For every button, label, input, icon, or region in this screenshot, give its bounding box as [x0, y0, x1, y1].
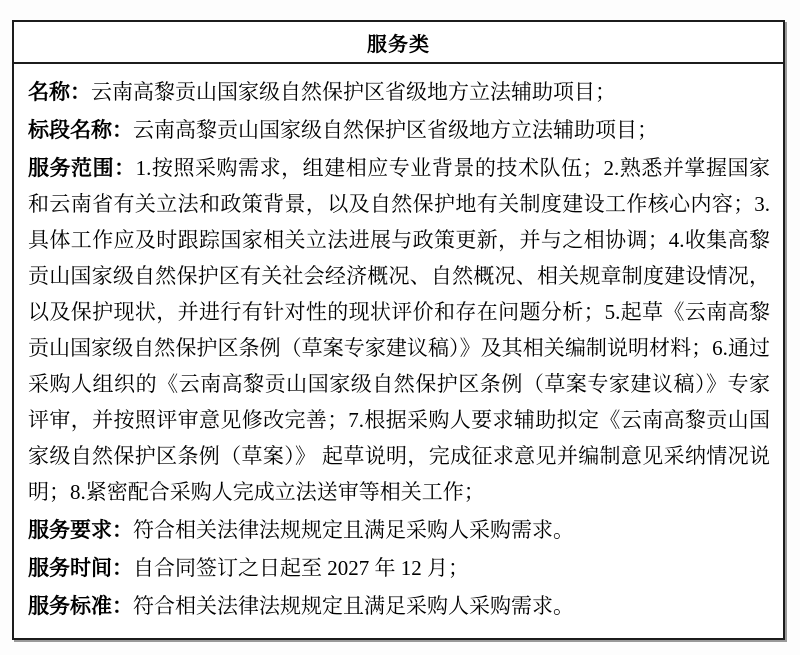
service-info-table: [12, 20, 785, 640]
row-service-requirements-text: 符合相关法律法规规定且满足采购人采购需求。: [133, 518, 574, 542]
row-service-requirements-label: 服务要求：: [28, 518, 133, 542]
row-name-label: 名称：: [28, 80, 91, 104]
table-header-service-category: 服务类: [14, 22, 783, 64]
row-section-name: [28, 112, 770, 148]
row-name-text: 云南高黎贡山国家级自然保护区省级地方立法辅助项目；: [91, 80, 616, 104]
row-service-time-text: 自合同签订之日起至 2027 年 12 月；: [133, 556, 469, 580]
row-service-time-label: 服务时间：: [28, 556, 133, 580]
row-name: [28, 74, 770, 110]
row-service-scope-label: 服务范围：: [28, 156, 136, 180]
row-section-name-label: 标段名称：: [28, 118, 133, 142]
row-service-scope: [28, 150, 770, 510]
row-section-name-text: 云南高黎贡山国家级自然保护区省级地方立法辅助项目；: [133, 118, 658, 142]
row-service-requirements: [28, 512, 770, 548]
row-service-standard-label: 服务标准：: [28, 594, 133, 618]
row-service-scope-text: 1.按照采购需求，组建相应专业背景的技术队伍；2.熟悉并掌握国家和云南省有关立法和政策背景，以及自然保护地有关制度建设工作核心内容；3.具体工作应及时跟踪国家相关立法进展与政策更新，并与之相协调；4.收集高黎贡山国家级自然保护区有关社会经济概况、自然概况、相关规章制度建设情况，以及保护现状，并进行有针对性的现状评价和存在问题分析；5.起草《云南高黎贡山国家级自然保护区条例（草案专家建议稿）》及其相关编制说明材料；6.通过采购人组织的《云南高黎贡山国家级自然保护区条例（草案专家建议稿）》专家评审，并按照评审意见修改完善；7.根据采购人要求辅助拟定《云南高黎贡山国家级自然保护区条例（草案）》 起草说明，完成征求意见并编制意见采纳情况说明；8.紧密配合采购人完成立法送审等相关工作；: [28, 156, 771, 504]
row-service-standard-text: 符合相关法律法规规定且满足采购人采购需求。: [133, 594, 574, 618]
row-service-time: [28, 550, 770, 586]
table-body-cell: [14, 64, 783, 638]
row-service-standard: [28, 588, 770, 624]
